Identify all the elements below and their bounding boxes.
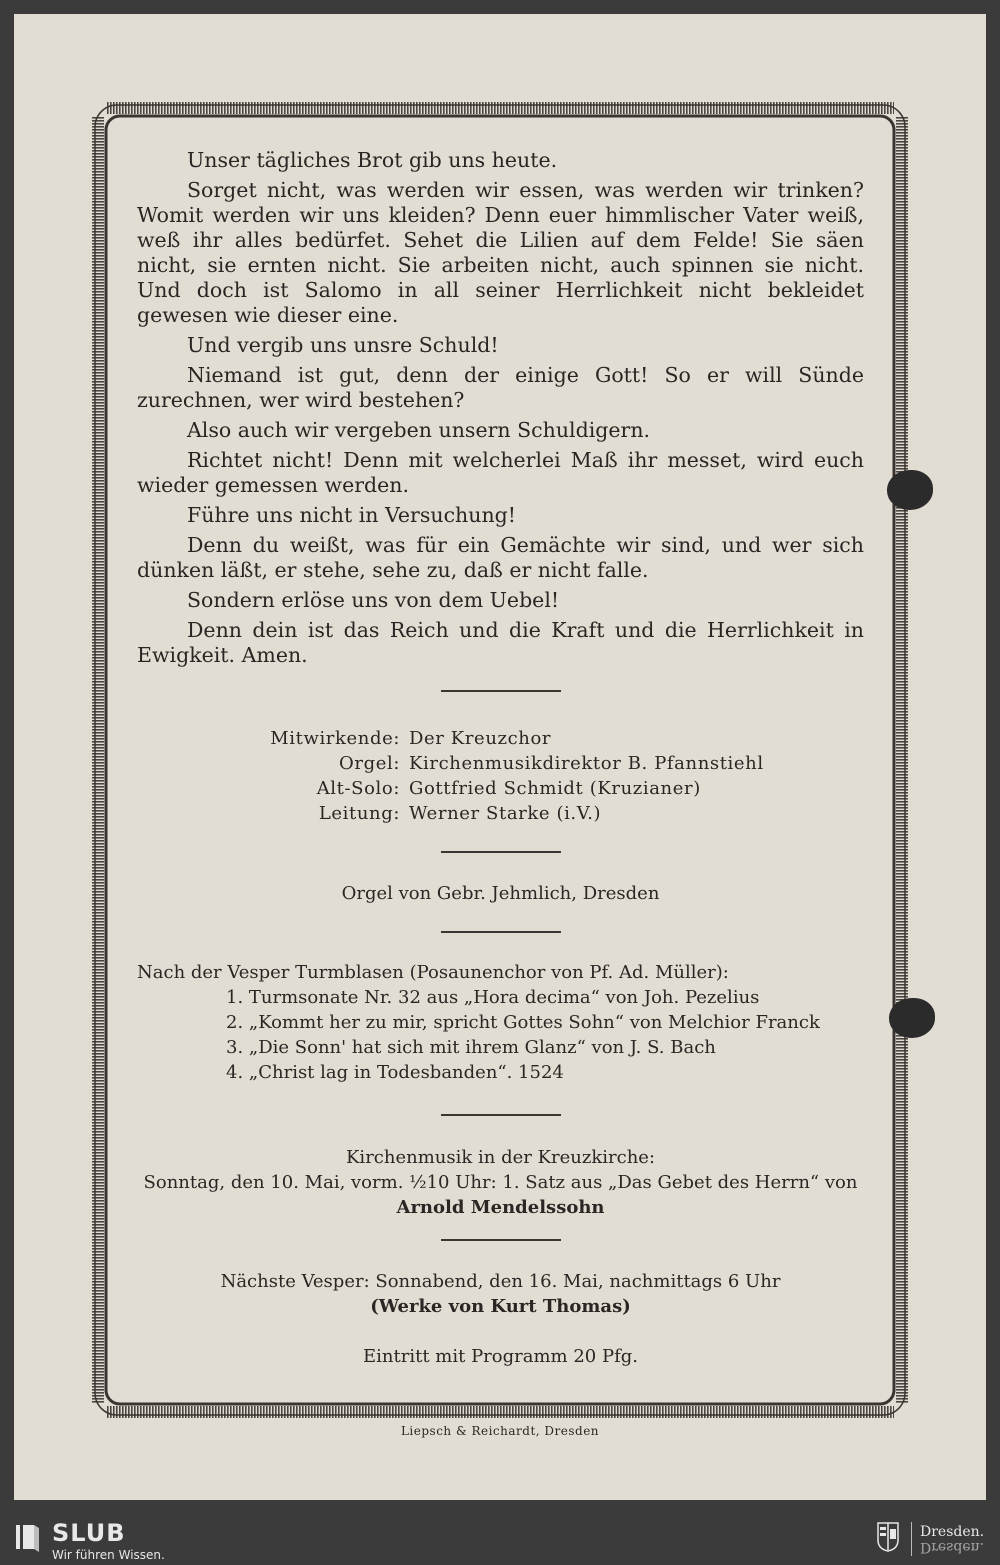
divider-rule xyxy=(441,1114,561,1116)
tower-music-section xyxy=(137,960,864,1085)
divider-rule xyxy=(441,851,561,853)
dresden-crest-icon xyxy=(877,1522,899,1552)
prayer-line: Denn dein ist das Reich und die Kraft und die Herrlichkeit in Ewigkeit. Amen. xyxy=(137,618,864,667)
prayer-line: Also auch wir vergeben unsern Schuldigern. xyxy=(187,418,651,442)
credit-name: Gottfried Schmidt (Kruzianer) xyxy=(409,778,701,799)
organ-builder: Orgel von Gebr. Jehmlich, Dresden xyxy=(341,883,660,904)
next-vesper-works: (Werke von Kurt Thomas) xyxy=(370,1296,631,1317)
library-name: SLUB xyxy=(52,1519,126,1547)
prayer-line: Unser tägliches Brot gib uns heute. xyxy=(187,148,558,172)
next-vesper-line: Nächste Vesper: Sonnabend, den 16. Mai, nachmittags 6 Uhr xyxy=(220,1271,781,1292)
credit-role: Alt-Solo: xyxy=(316,778,400,799)
divider-rule xyxy=(441,1239,561,1241)
footer-separator xyxy=(911,1522,912,1556)
admission-note: Eintritt mit Programm 20 Pfg. xyxy=(363,1346,638,1367)
credit-row xyxy=(200,776,764,801)
prayer-line: Führe uns nicht in Versuchung! xyxy=(187,503,517,527)
credit-role: Orgel: xyxy=(339,753,400,774)
prayer-line: Denn du weißt, was für ein Gemächte wir sind, und wer sich dünken läßt, er stehe, sehe zu, daß er nicht falle. xyxy=(137,533,864,582)
next-vesper-section xyxy=(137,1269,864,1319)
credit-row xyxy=(200,801,764,826)
credit-name: Werner Starke (i.V.) xyxy=(409,803,602,824)
credit-row xyxy=(200,726,764,751)
credit-role: Leitung: xyxy=(318,803,400,824)
church-music-heading: Kirchenmusik in der Kreuzkirche: xyxy=(345,1147,656,1168)
list-item: 3. „Die Sonn' hat sich mit ihrem Glanz“ von J. S. Bach xyxy=(226,1037,716,1058)
prayer-line: Sondern erlöse uns von dem Uebel! xyxy=(187,588,560,612)
list-item: 1. Turmsonate Nr. 32 aus „Hora decima“ von Joh. Pezelius xyxy=(226,987,760,1008)
printer-imprint: Liepsch & Reichardt, Dresden xyxy=(400,1424,600,1438)
prayer-line: Richtet nicht! Denn mit welcherlei Maß ihr messet, wird euch wieder gemessen werden. xyxy=(137,448,864,497)
city-name: Dresden. xyxy=(920,1524,985,1540)
slub-logo-icon xyxy=(14,1522,40,1552)
viewer-footer xyxy=(0,1514,1000,1565)
credits-list xyxy=(200,726,764,826)
city-name-reflection: Dresden. xyxy=(920,1539,985,1555)
credit-name: Kirchenmusikdirektor B. Pfannstiehl xyxy=(409,753,764,774)
divider-rule xyxy=(441,690,561,692)
punch-hole-lower xyxy=(889,998,935,1038)
church-music-line: Sonntag, den 10. Mai, vorm. ½10 Uhr: 1. Satz aus „Das Gebet des Herrn“ von xyxy=(143,1172,858,1193)
tower-music-heading: Nach der Vesper Turmblasen (Posaunenchor von Pf. Ad. Müller): xyxy=(137,962,729,983)
prayer-line: Niemand ist gut, denn der einige Gott! So er will Sünde zurechnen, wer wird bestehen? xyxy=(137,363,864,412)
composer-name: Arnold Mendelssohn xyxy=(396,1197,605,1218)
credit-row xyxy=(200,751,764,776)
list-item: 2. „Kommt her zu mir, spricht Gottes Sohn“ von Melchior Franck xyxy=(226,1012,820,1033)
punch-hole-upper xyxy=(887,470,933,510)
list-item: 4. „Christ lag in Todesbanden“. 1524 xyxy=(226,1062,564,1083)
tower-music-list xyxy=(137,985,864,1085)
divider-rule xyxy=(441,931,561,933)
prayer-text xyxy=(137,148,864,673)
credit-role: Mitwirkende: xyxy=(270,728,400,749)
library-tagline: Wir führen Wissen. xyxy=(52,1548,165,1562)
prayer-line: Und vergib uns unsre Schuld! xyxy=(187,333,499,357)
credit-name: Der Kreuzchor xyxy=(409,728,552,749)
prayer-line: Sorget nicht, was werden wir essen, was werden wir trinken? Womit werden wir uns kleiden? Denn euer himmlischer Vater weiß, weß ihr alles bedürfet. Sehet die Lilien auf dem Felde! Sie säen nicht, sie ernten nicht. Sie arbeiten nicht, auch spinnen sie nicht. Und doch ist Salomo in all seiner Herrlichkeit nicht bekleidet gewesen wie dieser eine. xyxy=(137,178,864,327)
church-music-section xyxy=(137,1145,864,1220)
